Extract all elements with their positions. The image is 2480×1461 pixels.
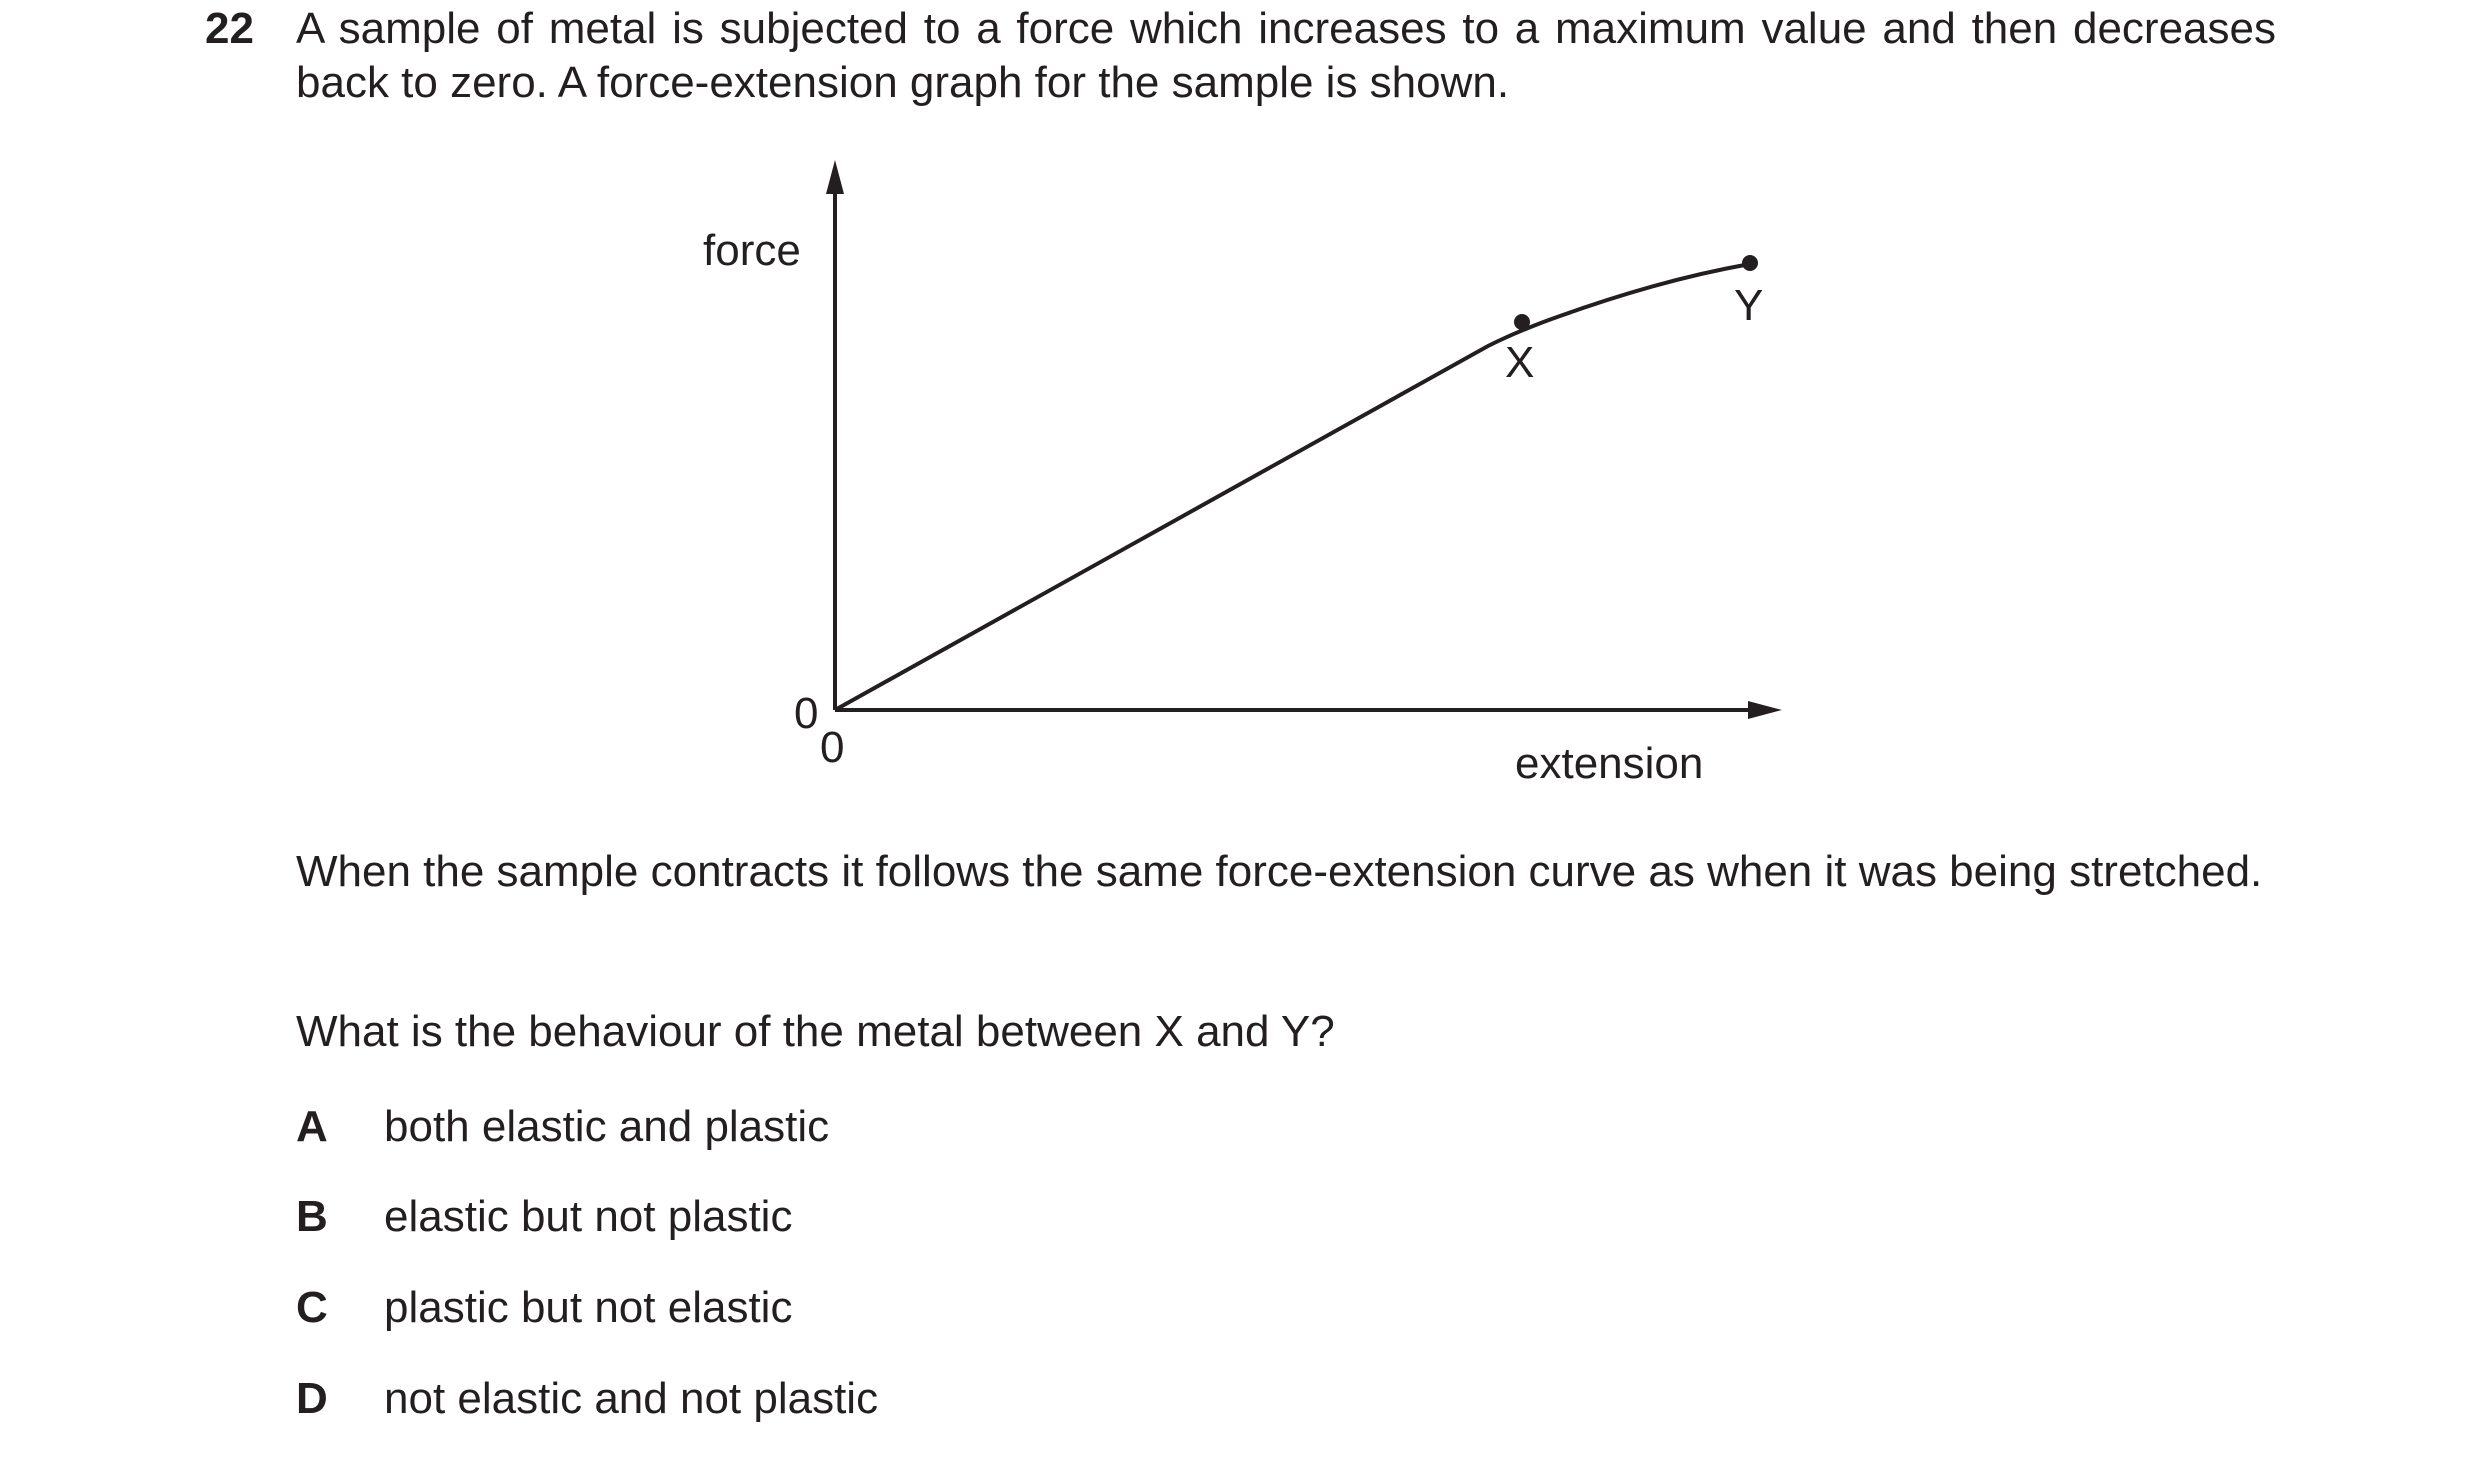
point-x-marker <box>1514 314 1530 330</box>
option-c-letter: C <box>296 1283 328 1332</box>
y-axis-label: force <box>703 226 801 275</box>
y-axis-arrowhead <box>826 160 844 194</box>
question-note: When the sample contracts it follows the same force-extension curve as when it was being stretched. <box>296 847 2263 896</box>
x-axis-label: extension <box>1515 739 1704 788</box>
option-a-text: both elastic and plastic <box>384 1102 830 1151</box>
option-c-text: plastic but not elastic <box>384 1283 793 1332</box>
option-b-letter: B <box>296 1192 328 1241</box>
y-origin-label: 0 <box>794 689 819 738</box>
question-prompt: What is the behaviour of the metal between X and Y? <box>296 1007 1335 1056</box>
option-d-letter: D <box>296 1374 328 1423</box>
point-y-marker <box>1742 255 1758 271</box>
option-b-text: elastic but not plastic <box>384 1192 793 1241</box>
question-stem: A sample of metal is subjected to a force which increases to a maximum value and then decreases back to zero. A force-extension graph for the sample is shown. <box>296 4 2276 107</box>
x-origin-label: 0 <box>820 723 845 772</box>
question-number: 22 <box>205 4 254 53</box>
option-a-letter: A <box>296 1102 328 1151</box>
point-x-label: X <box>1505 338 1535 387</box>
option-d-text: not elastic and not plastic <box>384 1374 879 1423</box>
x-axis-arrowhead <box>1748 701 1782 719</box>
force-extension-curve <box>835 264 1750 710</box>
point-y-label: Y <box>1734 281 1764 330</box>
